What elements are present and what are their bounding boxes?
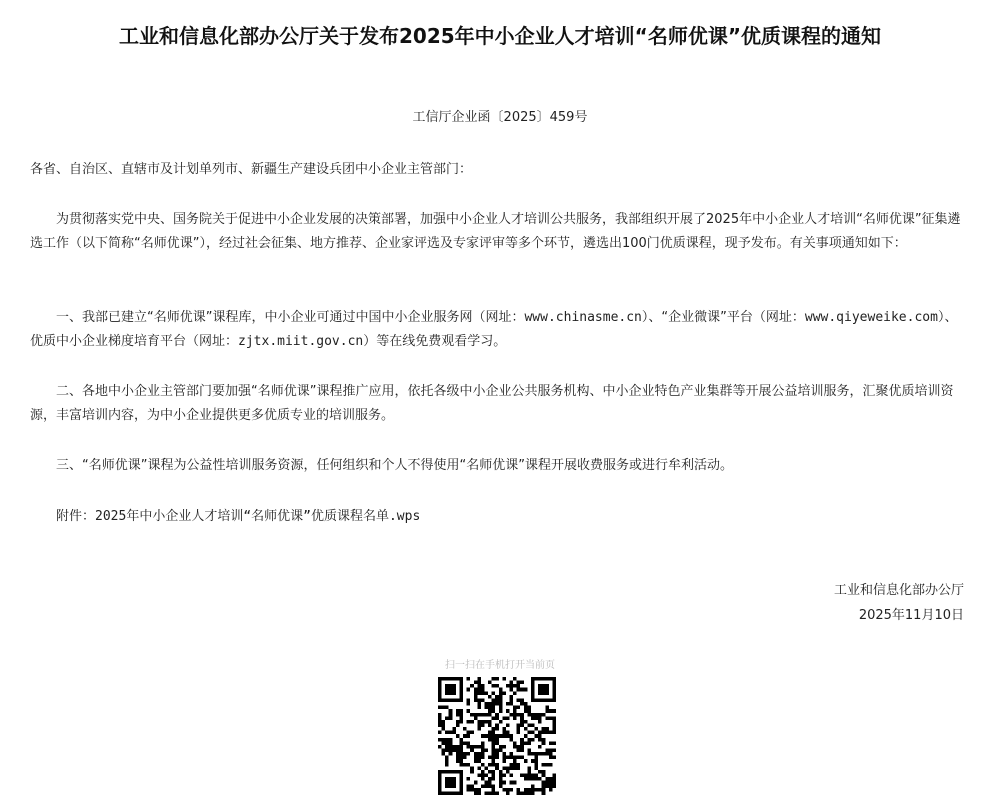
chinasme-link[interactable]: www.chinasme.cn (524, 310, 642, 325)
attachment-label: 附件： (56, 509, 96, 524)
item-2-paragraph: 二、各地中小企业主管部门要加强“名师优课”课程推广应用，依托各级中小企业公共服务机构、中小企业特色产业集群等开展公益培训服务，汇聚优质培训资源，丰富培训内容，为中小企业提供更多优质专业的培训服务。 (30, 384, 954, 423)
item-3-paragraph: 三、“名师优课”课程为公益性培训服务资源，任何组织和个人不得使用“名师优课”课程开展收费服务或进行牟利活动。 (56, 458, 733, 473)
item-1-text-c: ）、优质中小企业梯度培育平台（网址： (30, 310, 958, 349)
attachment-link[interactable]: 2025年中小企业人才培训“名师优课”优质课程名单.wps (95, 509, 421, 524)
attachment-line (30, 505, 965, 529)
intro-paragraph: 为贯彻落实党中央、国务院关于促进中小企业发展的决策部署，加强中小企业人才培训公共服务，我部组织开展了2025年中小企业人才培训“名师优课”征集遴选工作（以下简称“名师优课”），经过社会征集、地方推荐、企业家评选及专家评审等多个环节，遴选出100门优质课程，现予发布。有关事项通知如下： (30, 212, 961, 251)
qr-code-icon[interactable] (438, 677, 556, 795)
issuer: 工业和信息化部办公厅 (833, 583, 964, 598)
zjtx-link[interactable]: zjtx.miit.gov.cn (238, 334, 364, 349)
item-1-text-a: 一、我部已建立“名师优课”课程库，中小企业可通过中国中小企业服务网（网址： (56, 310, 525, 325)
salutation: 各省、自治区、直辖市及计划单列市、新疆生产建设兵团中小企业主管部门： (30, 162, 473, 177)
issue-date: 2025年11月10日 (858, 608, 964, 623)
qiyeweike-link[interactable]: www.qiyeweike.com (804, 310, 938, 325)
item-1-paragraph (30, 306, 965, 354)
qr-caption: 扫一扫在手机打开当前页 (445, 660, 555, 671)
document-number: 工信厅企业函〔2025〕459号 (412, 110, 588, 125)
item-1-text-b: ）、“企业微课”平台（网址： (641, 310, 805, 325)
item-1-text-d: ）等在线免费观看学习。 (363, 334, 507, 349)
page-title: 工业和信息化部办公厅关于发布2025年中小企业人才培训“名师优课”优质课程的通知 (119, 24, 881, 48)
